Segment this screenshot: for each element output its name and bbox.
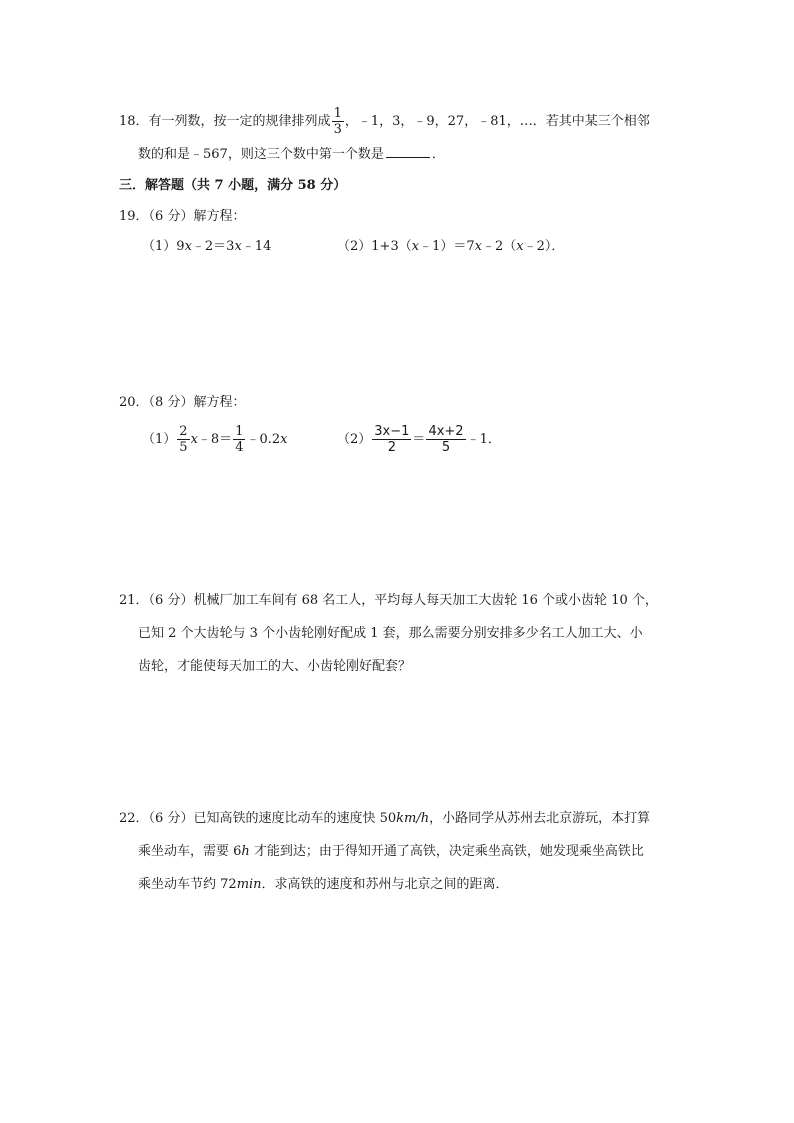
frac-den: 5 bbox=[179, 440, 188, 455]
frac-num: 3x−1 bbox=[374, 424, 410, 439]
frac-den: 2 bbox=[387, 440, 396, 455]
q20-p2-frac2 bbox=[426, 424, 465, 455]
var-x: x bbox=[184, 239, 192, 254]
q18-line2-text: 数的和是﹣567，则这三个数中第一个数是 bbox=[138, 147, 384, 162]
q21-line2: 已知 2 个大齿轮与 3 个小齿轮刚好配成 1 套，那么需要分别安排多少名工人加工大、小 bbox=[138, 626, 643, 641]
q20-part1 bbox=[142, 424, 288, 455]
var-x: x bbox=[280, 432, 288, 447]
q22-l3-a: 乘坐动车节约 72 bbox=[138, 877, 237, 892]
var-x: x bbox=[411, 239, 420, 254]
q19-p2-c: ﹣2（ bbox=[481, 239, 517, 254]
q20-p1-mid: ﹣8＝ bbox=[197, 432, 233, 447]
q19-p1-c: ﹣14 bbox=[241, 239, 272, 254]
q18-frac-den: 3 bbox=[333, 122, 342, 137]
q18-number: 18． bbox=[119, 114, 149, 129]
q22-l1-b: ，小路同学从苏州去北京游玩，本打算 bbox=[429, 811, 651, 826]
q22-l2-b: 才能到达；由于得知开通了高铁，决定乘坐高铁，她发现乘坐高铁比 bbox=[249, 844, 644, 859]
q20-p2-tail: ﹣1． bbox=[466, 432, 501, 447]
q22-l1-a: 22．（6 分）已知高铁的速度比动车的速度快 50 bbox=[119, 811, 397, 826]
q22-line3 bbox=[138, 876, 509, 894]
q20-p1-frac2 bbox=[233, 424, 245, 455]
q18-line2 bbox=[138, 145, 445, 164]
q19-p2-b: ﹣1）＝7 bbox=[419, 239, 475, 254]
q20-p1-tail: ﹣0.2 bbox=[246, 432, 281, 447]
q19-p1-a: 9 bbox=[176, 239, 185, 254]
answer-blank[interactable] bbox=[386, 145, 430, 158]
q18-line1 bbox=[119, 106, 650, 137]
q19-p2-a: 1+3（ bbox=[371, 239, 412, 254]
frac-den: 5 bbox=[441, 440, 451, 455]
frac-num: 2 bbox=[179, 424, 188, 439]
q22-unit: km/h bbox=[396, 811, 430, 826]
q20-p2-label: （2） bbox=[337, 432, 372, 447]
q22-unit: h bbox=[241, 844, 250, 859]
q20-p2-frac1 bbox=[372, 424, 411, 455]
q19-part1 bbox=[142, 238, 271, 256]
q19-p1-b: ﹣2＝3 bbox=[191, 239, 235, 254]
q19-part2 bbox=[337, 238, 564, 256]
q18-text-b: ，﹣1，3，﹣9，27，﹣81，…．若其中某三个相邻 bbox=[344, 114, 650, 129]
q20-p2-eq: ＝ bbox=[412, 432, 426, 447]
var-x: x bbox=[516, 239, 524, 254]
section-title: 三．解答题（共 7 小题，满分 58 分） bbox=[119, 178, 347, 193]
q18-text-a: 有一列数，按一定的规律排列成 bbox=[148, 114, 331, 129]
q20-p1-frac1 bbox=[177, 424, 189, 455]
frac-den: 4 bbox=[235, 440, 244, 455]
q18-line2-end: ． bbox=[431, 147, 445, 162]
q19-p2-d: ﹣2）． bbox=[523, 239, 565, 254]
q18-fraction bbox=[332, 106, 344, 137]
var-x: x bbox=[190, 432, 198, 447]
frac-num: 1 bbox=[235, 424, 244, 439]
q19-p1-label: （1） bbox=[142, 239, 177, 254]
var-x: x bbox=[234, 239, 242, 254]
q22-unit: min bbox=[236, 877, 262, 892]
q22-line2 bbox=[138, 843, 644, 861]
q21-line3: 齿轮，才能使每天加工的大、小齿轮刚好配套？ bbox=[138, 659, 412, 674]
q19-p2-label: （2） bbox=[337, 239, 372, 254]
q20-part2 bbox=[337, 424, 501, 455]
q22-line1 bbox=[119, 810, 650, 828]
q20-header: 20．（8 分）解方程： bbox=[119, 395, 246, 410]
q18-frac-num: 1 bbox=[333, 106, 342, 121]
q21-line1: 21．（6 分）机械厂加工车间有 68 名工人，平均每人每天加工大齿轮 16 个或小齿轮 10 个， bbox=[119, 593, 658, 608]
q22-l3-b: ．求高铁的速度和苏州与北京之间的距离． bbox=[261, 877, 509, 892]
q19-header: 19．（6 分）解方程： bbox=[119, 209, 246, 224]
q22-l2-a: 乘坐动车，需要 6 bbox=[138, 844, 242, 859]
var-x: x bbox=[474, 239, 482, 254]
frac-num: 4x+2 bbox=[428, 424, 464, 439]
q20-p1-label: （1） bbox=[142, 432, 177, 447]
